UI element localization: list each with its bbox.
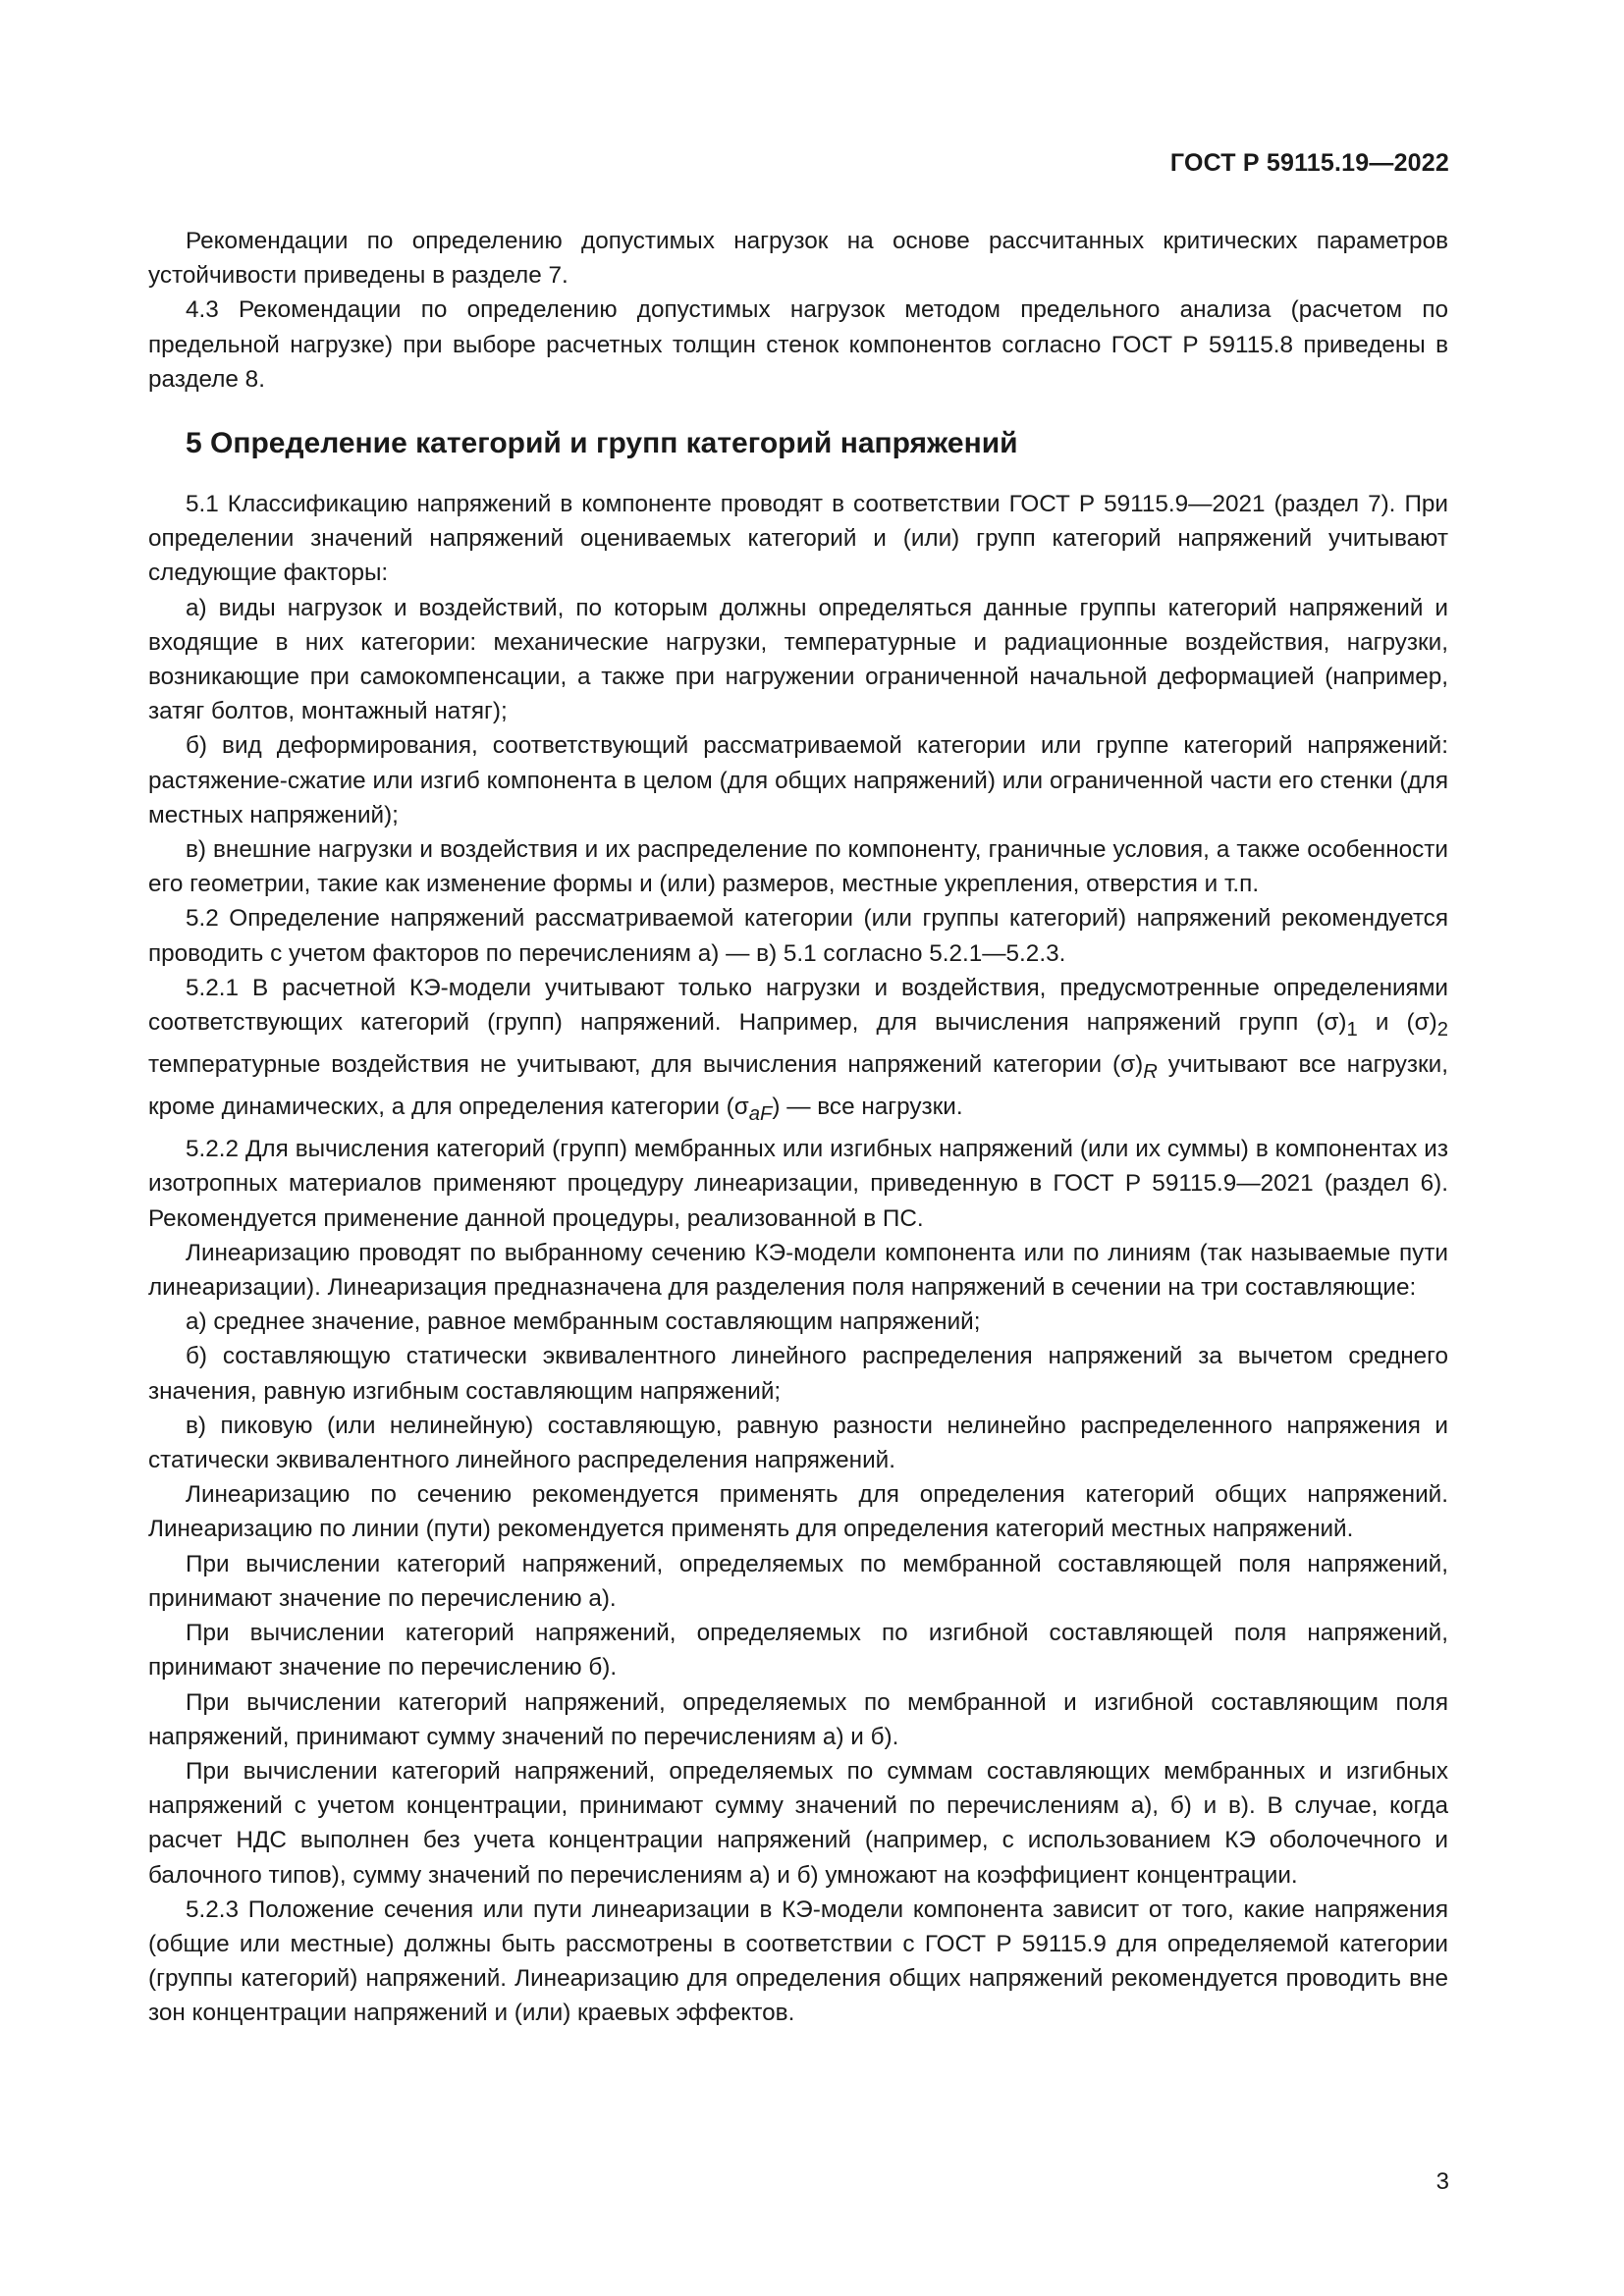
- subscript: aF: [748, 1103, 773, 1126]
- paragraph: 5.1 Классификацию напряжений в компоненте проводят в соответствии ГОСТ Р 59115.9—2021 (раздел 7). При определении значений напряжений оцениваемых категорий и (или) групп категорий напряжений учитывают следующие факторы:: [148, 491, 1448, 587]
- document-code-header: ГОСТ Р 59115.19—2022: [1169, 149, 1449, 177]
- subscript: R: [1143, 1060, 1158, 1083]
- paragraph: Рекомендации по определению допустимых нагрузок на основе рассчитанных критических параметров устойчивости приведены в разделе 7.: [148, 228, 1448, 290]
- paragraph: 4.3 Рекомендации по определению допустимых нагрузок методом предельного анализа (расчетом по предельной нагрузке) при выборе расчетных толщин стенок компонентов согласно ГОСТ Р 59115.8 приведены в разделе 8.: [148, 296, 1448, 393]
- paragraph-5-2-1: 5.2.1 В расчетной КЭ-модели учитывают только нагрузки и воздействия, предусмотренные определениями соответствующих категорий (групп) напряжений. Например, для вычисления напряжений групп $(\sigma)_1$ и $(\sigma)_2$ температурные воздействия не учитывают, для вычисления напряжений категории $(\sigma)_R$ учитывают все нагрузки, кроме динамических, а для определения категории $(\sigma_{aF})$ — все нагрузки.: [148, 974, 1448, 1126]
- list-item: б) вид деформирования, соответствующий рассматриваемой категории или группе категорий напряжений: растяжение-сжатие или изгиб компонента в целом (для общих напряжений) или ограниченной части его стенки (для местных напряжений);: [148, 732, 1448, 828]
- paragraph: Линеаризацию по сечению рекомендуется применять для определения категорий общих напряжений. Линеаризацию по линии (пути) рекомендуется применять для определения категорий местных напряжений.: [148, 1481, 1448, 1543]
- paragraph: При вычислении категорий напряжений, определяемых по изгибной составляющей поля напряжений, принимают значение по перечислению б).: [148, 1620, 1448, 1682]
- list-item: в) внешние нагрузки и воздействия и их распределение по компоненту, граничные условия, а также особенности его геометрии, такие как изменение формы и (или) размеров, местные укрепления, отверстия и т.п.: [148, 836, 1448, 898]
- paragraph: При вычислении категорий напряжений, определяемых по мембранной составляющей поля напряжений, принимают значение по перечислению а).: [148, 1550, 1448, 1612]
- paragraph: При вычислении категорий напряжений, определяемых по мембранной и изгибной составляющим поля напряжений, принимают сумму значений по перечислениям а) и б).: [148, 1688, 1448, 1750]
- list-item: а) среднее значение, равное мембранным составляющим напряжений;: [186, 1308, 981, 1336]
- paragraph: 5.2.2 Для вычисления категорий (групп) мембранных или изгибных напряжений (или их суммы) в компонентах из изотропных материалов применяют процедуру линеаризации, приведенную в ГОСТ Р 59115.9—2021 (раздел 6). Рекомендуется применение данной процедуры, реализованной в ПС.: [148, 1136, 1448, 1232]
- subscript: 1: [1346, 1018, 1358, 1041]
- paragraph: 5.2 Определение напряжений рассматриваемой категории (или группы категорий) напряжений рекомендуется проводить с учетом факторов по перечислениям а) — в) 5.1 согласно 5.2.1—5.2.3.: [148, 905, 1448, 967]
- list-item: а) виды нагрузок и воздействий, по которым должны определяться данные группы категорий напряжений и входящие в них категории: механические нагрузки, температурные и радиационные воздействия, нагрузки, возникающие при самокомпенсации, а также при нагружении ограниченной начальной деформацией (например, затяг болтов, монтажный натяг);: [148, 594, 1448, 725]
- list-item: б) составляющую статически эквивалентного линейного распределения напряжений за вычетом среднего значения, равную изгибным составляющим напряжений;: [148, 1343, 1448, 1405]
- paragraph: 5.2.3 Положение сечения или пути линеаризации в КЭ-модели компонента зависит от того, какие напряжения (общие или местные) должны быть рассмотрены в соответствии с ГОСТ Р 59115.9 для определяемой категории (группы категорий) напряжений. Линеаризацию для определения общих напряжений рекомендуется проводить вне зон концентрации напряжений и (или) краевых эффектов.: [148, 1896, 1448, 2027]
- subscript: 2: [1436, 1018, 1448, 1041]
- paragraph: При вычислении категорий напряжений, определяемых по суммам составляющих мембранных и изгибных напряжений с учетом концентрации, принимают сумму значений по перечислениям а), б) и в). В случае, когда расчет НДС выполнен без учета концентрации напряжений (например, с использованием КЭ оболочечного и балочного типов), сумму значений по перечислениям а) и б) умножают на коэффициент концентрации.: [148, 1757, 1448, 1889]
- page-number: 3: [1435, 2168, 1449, 2195]
- section-heading: 5 Определение категорий и групп категорий напряжений: [186, 427, 1018, 460]
- paragraph: Линеаризацию проводят по выбранному сечению КЭ-модели компонента или по линиям (так называемые пути линеаризации). Линеаризация предназначена для разделения поля напряжений в сечении на три составляющие:: [148, 1239, 1448, 1302]
- list-item: в) пиковую (или нелинейную) составляющую, равную разности нелинейно распределенного напряжения и статически эквивалентного линейного распределения напряжений.: [148, 1412, 1448, 1474]
- page-body: [148, 224, 1448, 2031]
